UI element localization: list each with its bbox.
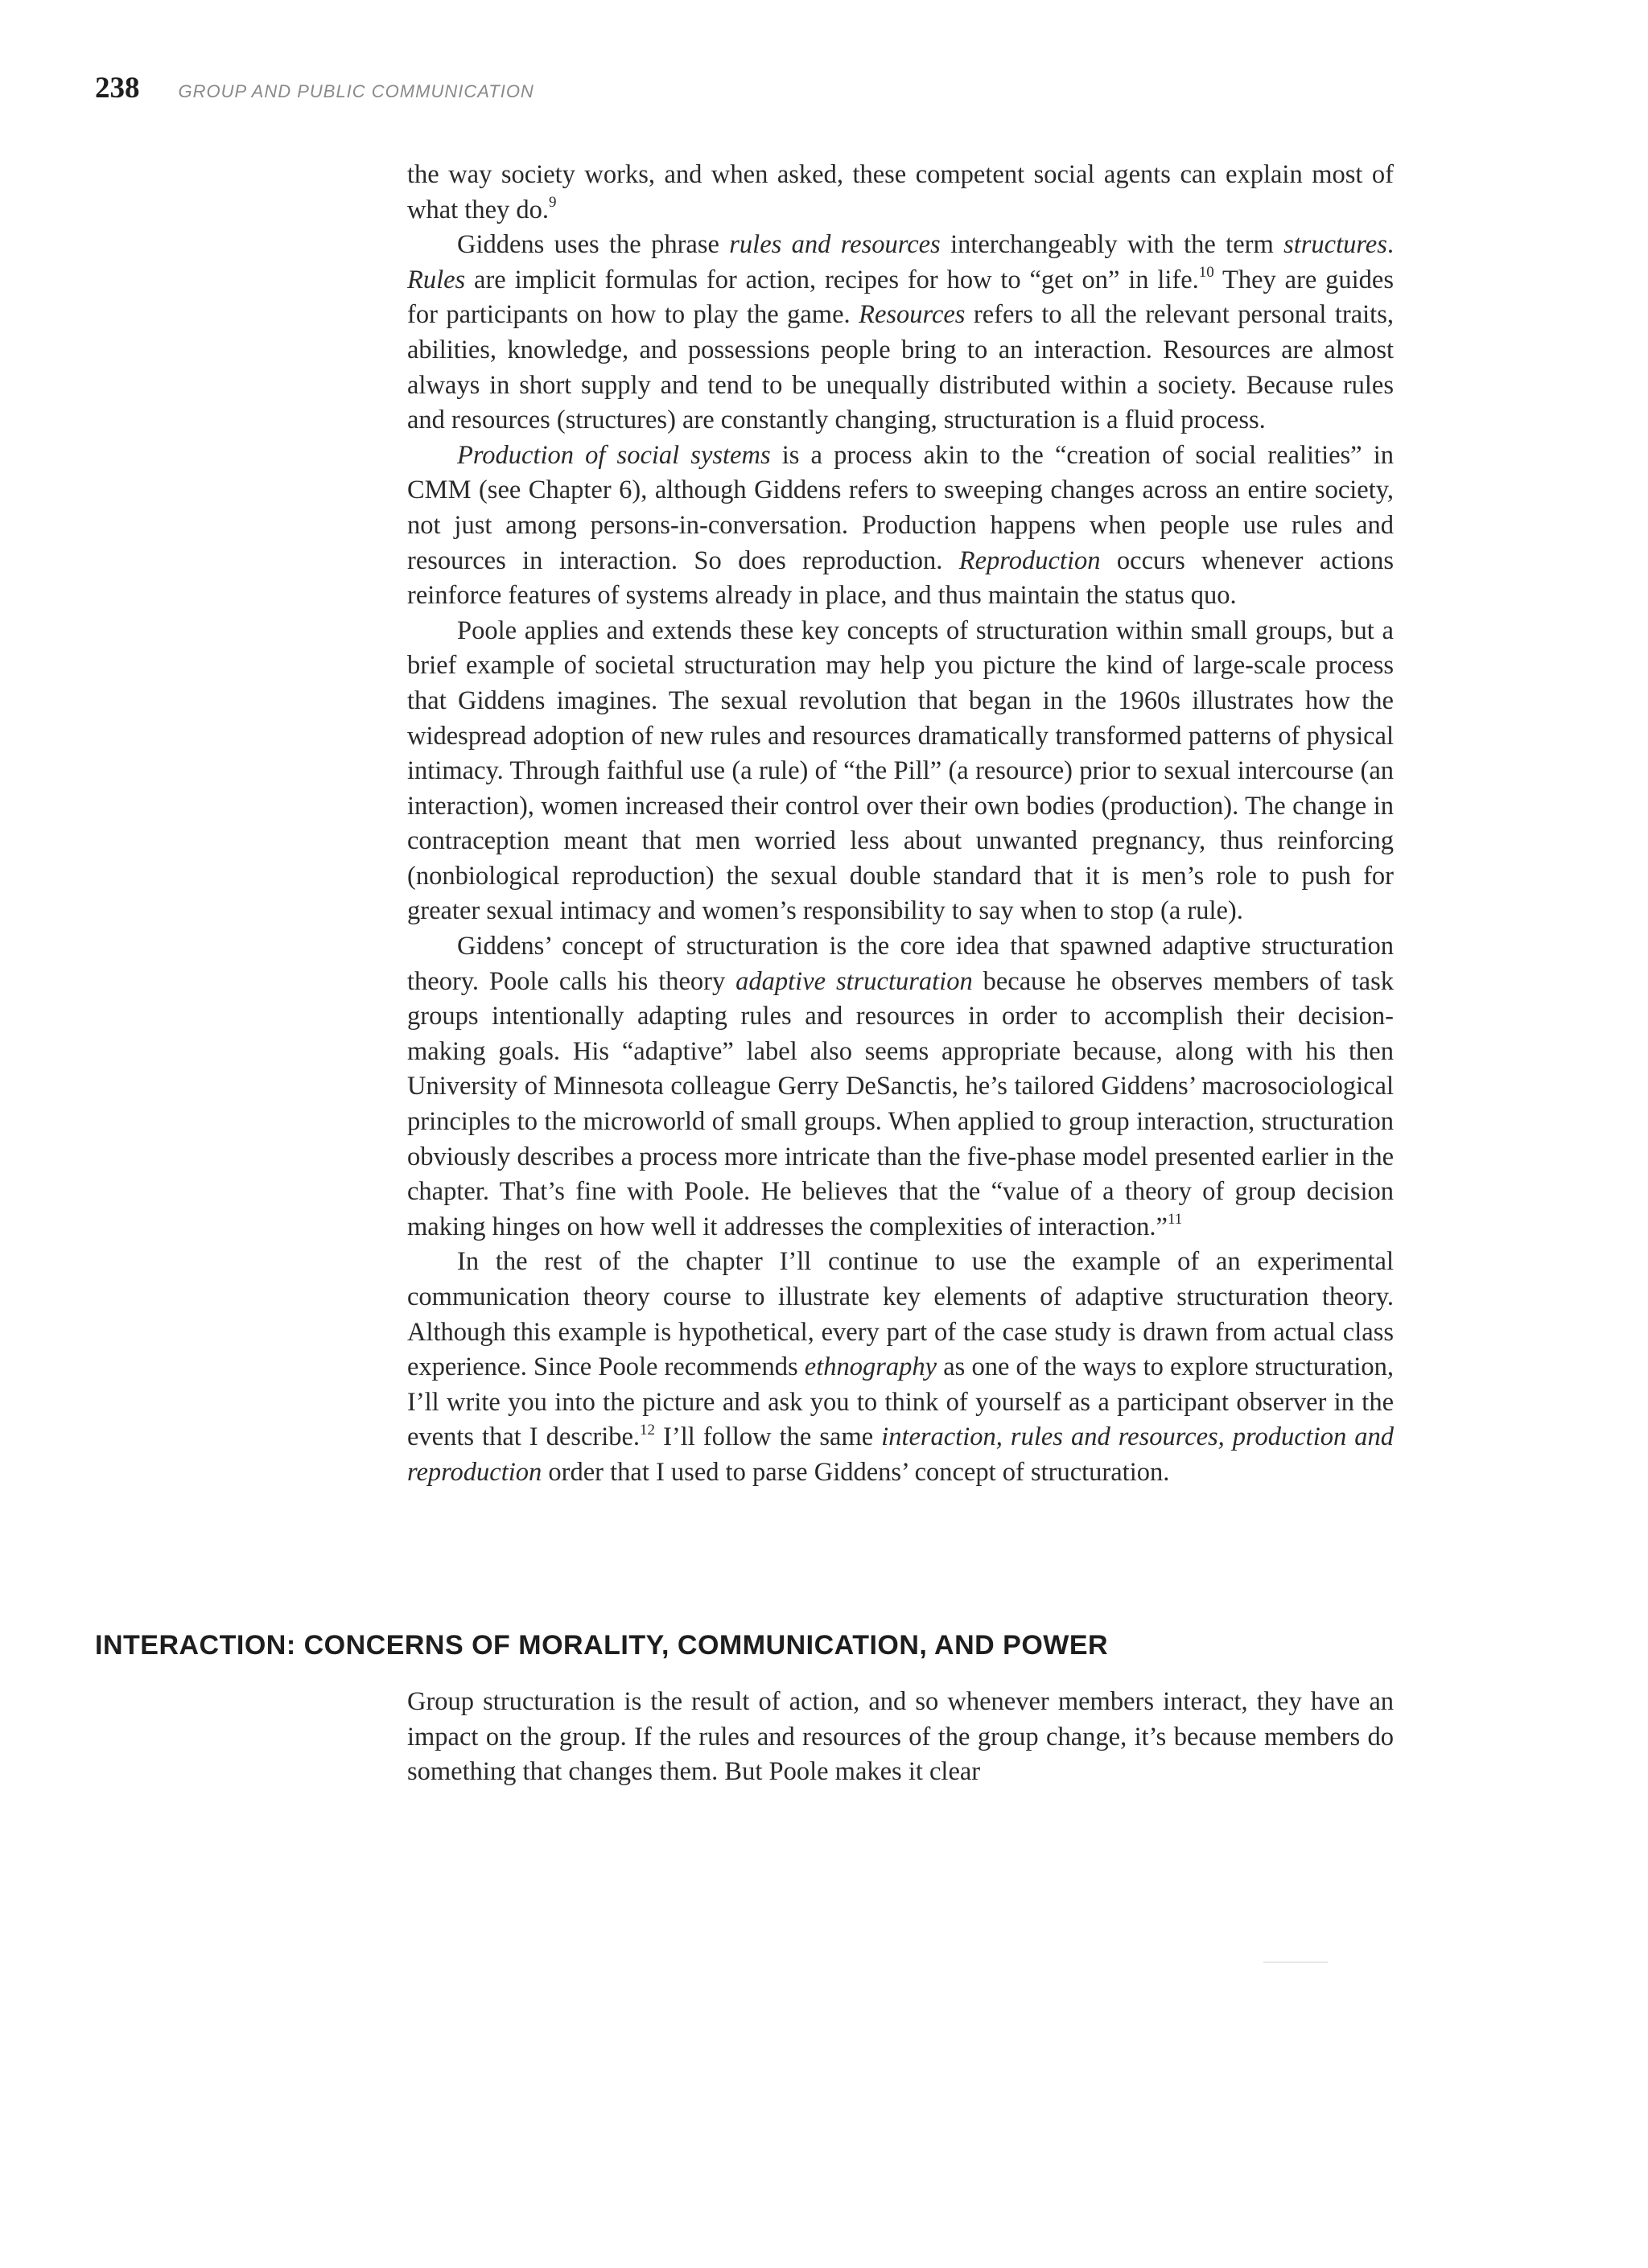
section-paragraph: Group structuration is the result of action, and so whenever members interact, they have an impact on the group. If the rules and resources of the group change, it’s because members do something that changes them. But Poole makes it clear — [407, 1687, 1394, 1787]
paragraph-5-text-b: because he observes members of task groups intentionally adapting rules and resources in order to accomplish their decision-making goals. His “adaptive” label also seems appropriate because, along with his then University of Minnesota colleague Gerry DeSanctis, he’s tailored Giddens’ macrosociological principles to the microworld of small groups. When applied to group interaction, structuration obviously describes a process more intricate than the five-phase model presented earlier in the chapter. That’s fine with Poole. He believes that the “value of a theory of group decision making hinges on how well it addresses the complexities of interaction.” — [407, 966, 1394, 1241]
paragraph-6-text-c: I’ll follow the same — [655, 1422, 882, 1452]
term-rules: Rules — [407, 265, 466, 294]
paragraph-2-text-a: Giddens uses the phrase — [457, 230, 730, 260]
paragraph-2-text-c: . — [1386, 230, 1394, 260]
paragraph-4 — [407, 614, 1394, 929]
paragraph-3 — [407, 438, 1394, 614]
paragraph-2-text-e: They are guides for participants on how to play the game. — [407, 265, 1395, 330]
term-ethnography: ethnography — [804, 1352, 937, 1382]
footnote-ref-12: 12 — [640, 1421, 656, 1439]
term-interaction-list: interaction, rules and resources, production and reproduction — [407, 1422, 1395, 1487]
paragraph-6-text-d: order that I used to parse Giddens’ concept of structuration. — [542, 1457, 1170, 1487]
paragraph-1 — [407, 158, 1394, 228]
paragraph-2 — [407, 228, 1394, 438]
paragraph-1-text: the way society works, and when asked, these competent social agents can explain most of what they do. — [407, 160, 1394, 224]
paragraph-3-text-a: is a process akin to the “creation of social realities” in CMM (see Chapter 6), although Giddens refers to sweeping changes across an entire society, not just among persons-in-conversation. Production happens when people use rules and resources in interaction. So does reproduction. — [407, 440, 1394, 575]
term-structures: structures — [1283, 230, 1387, 260]
footnote-ref-10: 10 — [1198, 263, 1214, 281]
paragraph-3-text-b: occurs whenever actions reinforce features of systems already in place, and thus maintain the status quo. — [407, 545, 1394, 611]
paragraph-6-text-a: In the rest of the chapter I’ll continue to use the example of an experimental communication theory course to illustrate key elements of adaptive structuration theory. Although this example is hypothetical, every part of the case study is drawn from actual class experience. Since Poole recommends — [407, 1247, 1394, 1382]
paragraph-4-text: Poole applies and extends these key concepts of structuration within small groups, but a brief example of societal structuration may help you picture the kind of large-scale process that Giddens imagines. The sexual revolution that began in the 1960s illustrates how the widespread adoption of new rules and resources dramatically transformed patterns of physical intimacy. Through faithful use (a rule) of “the Pill” (a resource) prior to sexual intercourse (an interaction), women increased their control over their own bodies (production). The change in contraception meant that men worried less about unwanted pregnancy, thus reinforcing (nonbiological reproduction) the sexual double standard that it is men’s role to push for greater sexual intimacy and women’s responsibility to say when to stop (a rule). — [407, 615, 1394, 926]
body-text — [407, 158, 1394, 1491]
paragraph-6-text-b: as one of the ways to explore structuration, I’ll write you into the picture and ask you to think of yourself as a participant observer in the events that I describe. — [407, 1352, 1394, 1452]
paragraph-2-text-f: refers to all the relevant personal traits, abilities, knowledge, and possessions people bring to an interaction. Resources are almost always in short supply and tend to be unequally distributed within a society. Because rules and resources (structures) are constantly changing, structuration is a fluid process. — [407, 300, 1394, 435]
paragraph-5 — [407, 929, 1394, 1245]
footnote-ref-9: 9 — [549, 193, 557, 211]
paragraph-2-text-d: are implicit formulas for action, recipes for how to “get on” in life. — [465, 265, 1199, 294]
section-body — [407, 1685, 1394, 1790]
term-reproduction: Reproduction — [958, 545, 1101, 575]
page-number: 238 — [95, 72, 140, 105]
running-title: GROUP AND PUBLIC COMMUNICATION — [178, 81, 534, 101]
term-rules-and-resources: rules and resources — [729, 230, 941, 260]
term-adaptive-structuration: adaptive structuration — [735, 966, 973, 996]
term-production-of-social-systems: Production of social systems — [457, 440, 771, 470]
term-resources: Resources — [859, 300, 966, 330]
section-heading: INTERACTION: CONCERNS OF MORALITY, COMMUNICATION, AND POWER — [95, 1630, 1109, 1661]
paragraph-5-text-a: Giddens’ concept of structuration is the core idea that spawned adaptive structuration theory. Poole calls his theory — [407, 932, 1394, 996]
paragraph-6 — [407, 1245, 1394, 1490]
running-head — [95, 71, 534, 103]
paragraph-2-text-b: interchangeably with the term — [940, 230, 1284, 260]
footnote-ref-11: 11 — [1167, 1210, 1183, 1228]
scan-mark — [1263, 1961, 1328, 1963]
